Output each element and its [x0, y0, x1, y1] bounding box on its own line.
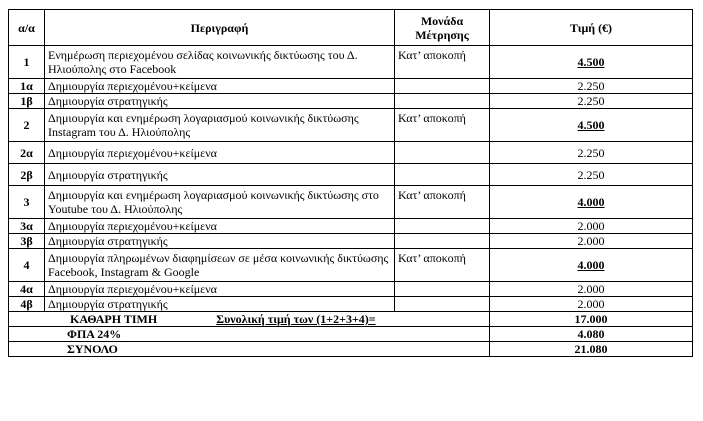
- row-price-cell: [490, 249, 693, 282]
- row-description: Δημιουργία περιεχομένου+κείμενα: [45, 142, 395, 164]
- row-aa: 2α: [9, 142, 45, 164]
- row-price: 2.250: [577, 79, 605, 93]
- table-row: [9, 164, 693, 186]
- table-row: [9, 297, 693, 312]
- row-price: 2.250: [577, 167, 605, 182]
- row-price: 4.000: [577, 258, 605, 272]
- summary-net-row: [9, 312, 693, 327]
- row-unit: Κατ’ αποκοπή: [395, 249, 490, 282]
- row-description: Δημιουργία περιεχομένου+κείμενα: [45, 282, 395, 297]
- table-row: [9, 94, 693, 109]
- row-aa: 3: [9, 186, 45, 219]
- row-price: 2.000: [577, 297, 605, 311]
- row-aa: 1α: [9, 79, 45, 94]
- header-description: Περιγραφή: [45, 10, 395, 46]
- price-table: [8, 9, 693, 357]
- row-unit: Κατ’ αποκοπή: [395, 46, 490, 79]
- row-price: 2.000: [577, 234, 605, 248]
- row-price-cell: [490, 109, 693, 142]
- summary-total-row: [9, 342, 693, 357]
- row-unit: Κατ’ αποκοπή: [395, 186, 490, 219]
- row-price-cell: [490, 94, 693, 109]
- row-aa: 3α: [9, 219, 45, 234]
- row-aa: 2: [9, 109, 45, 142]
- row-price-cell: [490, 297, 693, 312]
- row-aa: 4: [9, 249, 45, 282]
- row-description: Δημιουργία στρατηγικής: [45, 297, 395, 312]
- row-price-cell: [490, 186, 693, 219]
- header-price: Τιμή (€): [490, 10, 693, 46]
- row-aa: 3β: [9, 234, 45, 249]
- summary-net-cell: [9, 312, 490, 327]
- table-row: [9, 79, 693, 94]
- table-row: [9, 186, 693, 219]
- row-unit: [395, 219, 490, 234]
- row-description: Δημιουργία στρατηγικής: [45, 164, 395, 186]
- row-price: 4.500: [577, 118, 605, 132]
- row-unit: [395, 142, 490, 164]
- row-price-cell: [490, 219, 693, 234]
- summary-total-value: 21.080: [490, 342, 693, 357]
- row-price-cell: [490, 164, 693, 186]
- row-aa: 4β: [9, 297, 45, 312]
- row-aa: 1: [9, 46, 45, 79]
- row-description: Δημιουργία στρατηγικής: [45, 234, 395, 249]
- row-unit: [395, 297, 490, 312]
- row-unit: [395, 164, 490, 186]
- row-unit: [395, 79, 490, 94]
- row-price: 4.000: [577, 195, 605, 209]
- header-aa: α/α: [9, 10, 45, 46]
- row-price: 2.000: [577, 282, 605, 296]
- row-price: 4.500: [577, 55, 605, 69]
- row-aa: 1β: [9, 94, 45, 109]
- row-description: Δημιουργία και ενημέρωση λογαριασμού κοινωνικής δικτύωσης Instagram του Δ. Ηλιούπολης: [45, 109, 395, 142]
- summary-vat-label: ΦΠΑ 24%: [9, 327, 490, 342]
- row-unit: Κατ’ αποκοπή: [395, 109, 490, 142]
- table-row: [9, 109, 693, 142]
- summary-vat-row: [9, 327, 693, 342]
- table-row: [9, 282, 693, 297]
- row-price-cell: [490, 282, 693, 297]
- row-price: 2.250: [577, 94, 605, 108]
- row-price: 2.000: [577, 219, 605, 233]
- row-price-cell: [490, 79, 693, 94]
- row-price-cell: [490, 234, 693, 249]
- row-unit: [395, 94, 490, 109]
- row-aa: 2β: [9, 164, 45, 186]
- row-description: Δημιουργία περιεχομένου+κείμενα: [45, 79, 395, 94]
- row-aa: 4α: [9, 282, 45, 297]
- table-row: [9, 142, 693, 164]
- summary-net-label: ΚΑΘΑΡΗ ΤΙΜΗ: [70, 312, 158, 326]
- row-unit: [395, 234, 490, 249]
- summary-net-subtitle: Συνολική τιμή των (1+2+3+4)=: [216, 312, 376, 326]
- summary-net-value: 17.000: [490, 312, 693, 327]
- table-row: [9, 234, 693, 249]
- table-row: [9, 46, 693, 79]
- row-description: Δημιουργία στρατηγικής: [45, 94, 395, 109]
- row-unit: [395, 282, 490, 297]
- summary-total-label: ΣΥΝΟΛΟ: [9, 342, 490, 357]
- row-description: Δημιουργία πληρωμένων διαφημίσεων σε μέσα κοινωνικής δικτύωσης Facebook, Instagram & Google: [45, 249, 395, 282]
- summary-vat-value: 4.080: [490, 327, 693, 342]
- row-price-cell: [490, 46, 693, 79]
- row-description: Ενημέρωση περιεχομένου σελίδας κοινωνικής δικτύωσης του Δ. Ηλιούπολης στο Facebook: [45, 46, 395, 79]
- table-body: [9, 46, 693, 312]
- row-price-cell: [490, 142, 693, 164]
- row-description: Δημιουργία και ενημέρωση λογαριασμού κοινωνικής δικτύωσης στο Youtube του Δ. Ηλιούπολης: [45, 186, 395, 219]
- table-row: [9, 249, 693, 282]
- table-row: [9, 219, 693, 234]
- header-unit: Μονάδα Μέτρησης: [395, 10, 490, 46]
- row-description: Δημιουργία περιεχομένου+κείμενα: [45, 219, 395, 234]
- row-price: 2.250: [577, 145, 605, 160]
- table-header-row: [9, 10, 693, 46]
